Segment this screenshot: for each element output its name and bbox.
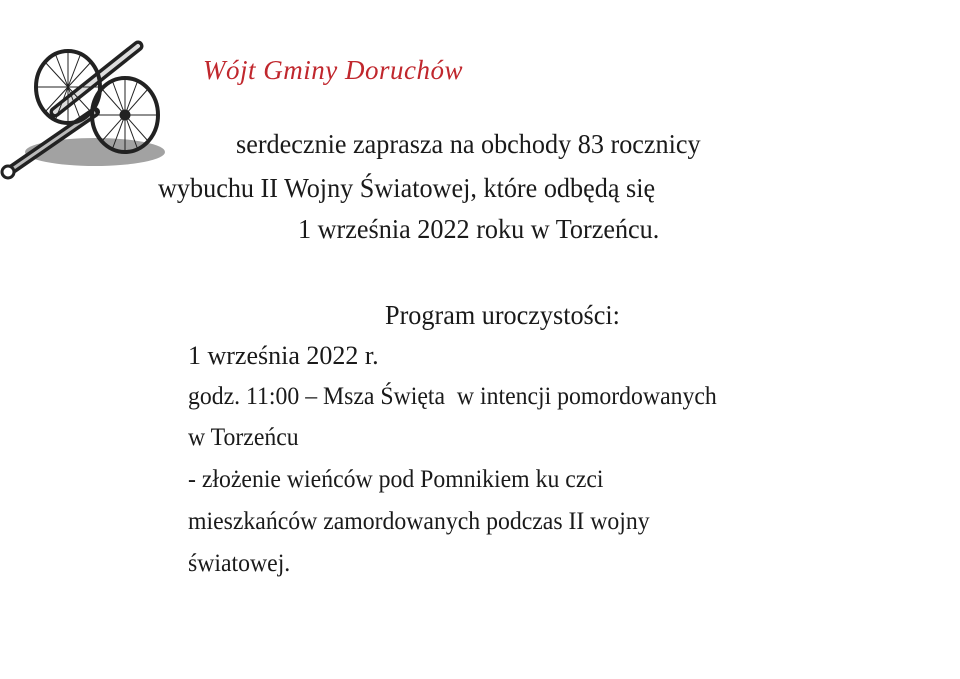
program-line: godz. 11:00 – Msza Święta w intencji pomordowanych <box>188 383 717 410</box>
program-date: 1 września 2022 r. <box>188 341 379 370</box>
cannon-illustration <box>0 32 170 182</box>
program-line: światowej. <box>188 550 291 577</box>
intro-line: 1 września 2022 roku w Torzeńcu. <box>298 214 660 244</box>
program-line: mieszkańców zamordowanych podczas II wojny <box>188 508 650 535</box>
intro-line: serdecznie zaprasza na obchody 83 rocznicy <box>236 129 701 159</box>
document-title: Wójt Gminy Doruchów <box>203 55 463 85</box>
program-heading: Program uroczystości: <box>385 300 620 330</box>
program-line: w Torzeńcu <box>188 424 299 451</box>
program-line: - złożenie wieńców pod Pomnikiem ku czci <box>188 466 604 493</box>
intro-line: wybuchu II Wojny Światowej, które odbędą się <box>158 173 656 203</box>
